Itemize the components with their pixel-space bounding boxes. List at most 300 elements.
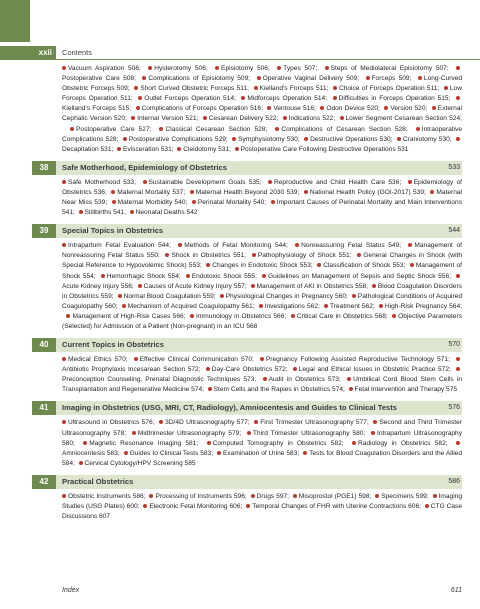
topic-entry[interactable] bbox=[134, 85, 253, 92]
chapter-number: 39 bbox=[32, 224, 56, 238]
topic-text: First Trimester Ultrasonography 577; bbox=[260, 419, 369, 427]
bullet-icon bbox=[397, 137, 401, 141]
bullet-icon bbox=[70, 127, 74, 131]
bullet-icon bbox=[254, 420, 258, 424]
topic-entry[interactable] bbox=[143, 503, 246, 510]
bullet-icon bbox=[186, 274, 190, 278]
topic-text: Specimens 599; bbox=[381, 492, 429, 500]
bullet-icon bbox=[257, 76, 261, 80]
topic-text: Management of High-Risk Cases 566; bbox=[72, 312, 186, 320]
topic-text: Maternal Mortality 537; bbox=[117, 188, 186, 196]
bullet-icon bbox=[352, 441, 356, 445]
topic-text: Operative Vaginal Delivery 509; bbox=[262, 75, 360, 83]
chapter-topics bbox=[62, 492, 462, 522]
topic-entry[interactable] bbox=[83, 440, 206, 447]
bullet-icon bbox=[456, 96, 460, 100]
topic-text: Temporal Changes of FHR with Uterine Contractions 606; bbox=[252, 503, 421, 510]
topic-text: Postoperative Complications 529; bbox=[128, 135, 228, 143]
topic-text: Blood Coagulation Disorders in Obstetrics 559; bbox=[62, 282, 462, 300]
topic-entry[interactable] bbox=[291, 313, 392, 320]
chapter-41 bbox=[39, 401, 462, 468]
chapter-topics bbox=[62, 418, 462, 468]
bullet-icon bbox=[112, 200, 116, 204]
topic-text: Amniocentesis 583; bbox=[62, 449, 120, 457]
bullet-icon bbox=[267, 106, 271, 110]
bullet-icon bbox=[333, 86, 337, 90]
topic-text: Cleidotomy 531; bbox=[183, 145, 231, 153]
topic-text: Preconception Counseling, Prenatal Diagnostic Techniques 573; bbox=[62, 376, 257, 384]
topic-text: Lower Segment Cesarean Section 524; bbox=[345, 115, 462, 123]
topic-text: Steps of Mediolateral Episiotomy 507; bbox=[330, 65, 449, 72]
topic-entry[interactable] bbox=[208, 386, 349, 393]
topic-text: Imaging Studies (USG Plates) 600; bbox=[62, 492, 463, 510]
bullet-icon bbox=[291, 314, 295, 318]
topic-text: CTG Case Discussions 607 bbox=[62, 503, 463, 521]
topic-entry[interactable] bbox=[207, 440, 352, 447]
bullet-icon bbox=[143, 180, 147, 184]
topic-entry[interactable] bbox=[177, 146, 234, 153]
topic-entry[interactable] bbox=[178, 242, 295, 249]
bullet-icon bbox=[192, 200, 196, 204]
topic-text: Pathological Conditions of Acquired Coagulopathy 560; bbox=[62, 292, 462, 310]
topic-entry[interactable] bbox=[293, 366, 456, 373]
bullet-icon bbox=[456, 367, 460, 371]
bullet-icon bbox=[456, 441, 460, 445]
topic-entry[interactable] bbox=[134, 356, 260, 363]
bullet-icon bbox=[101, 274, 105, 278]
topic-text: Midforceps Operation 514; bbox=[247, 95, 328, 103]
chapter-title: Special Topics in Obstetrics bbox=[62, 226, 164, 236]
chapter-page-number: 570 bbox=[448, 341, 460, 349]
bullet-icon bbox=[83, 441, 87, 445]
topic-text: Complications of Forceps Operation 516; bbox=[141, 105, 263, 113]
bullet-icon bbox=[178, 243, 182, 247]
chapter-title: Safe Motherhood, Epidemiology of Obstetrics bbox=[62, 162, 227, 172]
bullet-icon bbox=[149, 494, 153, 498]
topic-entry[interactable] bbox=[159, 126, 275, 133]
bullet-icon bbox=[62, 494, 66, 498]
topic-entry[interactable] bbox=[70, 126, 159, 133]
bullet-icon bbox=[142, 76, 146, 80]
bullet-icon bbox=[203, 116, 207, 120]
topic-text: Computed Tomography in Obstetrics 582; bbox=[212, 439, 344, 447]
topic-text: Short Curved Obstetric Forceps 511; bbox=[140, 85, 249, 93]
topic-entry[interactable] bbox=[251, 283, 372, 290]
topic-text: Umbilical Cord Blood Stem Cells in Transplantation and Regenerative Medicine 574; bbox=[62, 376, 463, 394]
chapter-38 bbox=[39, 161, 463, 218]
bullet-icon bbox=[295, 243, 299, 247]
chapter-list bbox=[39, 161, 463, 522]
topic-text: Stem Cells and the Rapies in Obstetrics 574; bbox=[213, 386, 345, 394]
bullet-icon bbox=[208, 387, 212, 391]
topic-entry[interactable] bbox=[268, 179, 408, 186]
bullet-icon bbox=[340, 116, 344, 120]
bullet-icon bbox=[159, 127, 163, 131]
topic-entry[interactable] bbox=[190, 313, 291, 320]
bullet-icon bbox=[177, 147, 181, 151]
chapter-number: 38 bbox=[32, 161, 56, 175]
side-color-tab bbox=[0, 0, 30, 42]
topic-entry[interactable] bbox=[138, 283, 251, 290]
topic-entry[interactable] bbox=[254, 85, 333, 92]
page-header bbox=[0, 46, 480, 60]
topic-text: Immunology in Obstetrics 566; bbox=[195, 312, 287, 320]
bullet-icon bbox=[134, 86, 138, 90]
topic-entry[interactable] bbox=[397, 136, 456, 143]
topic-entry[interactable] bbox=[304, 136, 397, 143]
topic-text: Postoperative Care Following Destructive Operations 531 bbox=[240, 145, 409, 153]
topic-entry[interactable] bbox=[232, 136, 304, 143]
topic-entry[interactable] bbox=[384, 105, 431, 112]
topic-text: Important Causes of Perinatal Mortality and Main Interventions 541; bbox=[62, 199, 462, 217]
bullet-icon bbox=[232, 137, 236, 141]
chapter-topics bbox=[62, 178, 462, 218]
bullet-icon bbox=[379, 304, 383, 308]
topic-text: External Cephalic Version 520; bbox=[62, 105, 462, 123]
topic-entry[interactable] bbox=[267, 105, 320, 112]
topic-entry[interactable] bbox=[325, 65, 456, 72]
bullet-icon bbox=[418, 76, 422, 80]
chapter-40 bbox=[39, 338, 463, 395]
topic-text: Evisceration 531; bbox=[123, 145, 174, 153]
topic-entry[interactable] bbox=[112, 199, 192, 206]
topic-entry[interactable] bbox=[165, 252, 251, 259]
topic-text: Changes in Endotoxic Shock 553; bbox=[212, 262, 313, 270]
topic-text: Postoperative Care 527; bbox=[76, 125, 152, 133]
topic-entry[interactable] bbox=[62, 242, 178, 249]
topic-entry[interactable] bbox=[283, 115, 340, 122]
topic-entry[interactable] bbox=[186, 273, 262, 280]
chapter-heading[interactable] bbox=[32, 224, 462, 238]
topic-text: Complications of Episiotomy 509; bbox=[148, 75, 251, 83]
topic-text: Vacuum Aspiration 506; bbox=[68, 65, 141, 72]
topic-entry[interactable] bbox=[352, 440, 456, 447]
topic-text: Odon Device 520; bbox=[326, 105, 380, 113]
bullet-icon bbox=[260, 357, 264, 361]
topic-entry[interactable] bbox=[206, 366, 293, 373]
topic-text: Decapitation 531; bbox=[62, 145, 114, 153]
topic-text: Tests for Blood Coagulation Disorders and the Allied 584; bbox=[62, 449, 462, 467]
bullet-icon bbox=[357, 253, 361, 257]
topic-text: Destructive Operations 530; bbox=[310, 135, 393, 143]
topic-text: Intraoperative Complications 528; bbox=[62, 125, 462, 143]
bullet-icon bbox=[122, 304, 126, 308]
topic-text: Neonatal Deaths 542 bbox=[135, 209, 198, 217]
topic-entry[interactable] bbox=[262, 273, 456, 280]
bullet-icon bbox=[375, 494, 379, 498]
topic-text: Types 507; bbox=[283, 65, 318, 72]
topic-entry[interactable] bbox=[333, 95, 456, 102]
topic-text: Perinatal Mortality 540; bbox=[197, 199, 267, 207]
topic-text: Ventouse 516; bbox=[273, 105, 316, 113]
topic-entry[interactable] bbox=[241, 95, 332, 102]
bullet-icon bbox=[349, 387, 353, 391]
topic-entry[interactable] bbox=[79, 209, 130, 216]
topic-text: Intrapartum Ultrasonography 580; bbox=[62, 429, 462, 447]
bullet-icon bbox=[410, 263, 414, 267]
topic-text: Internal Version 521; bbox=[137, 115, 199, 123]
topic-entry[interactable] bbox=[62, 419, 159, 426]
chapter-topics bbox=[62, 241, 462, 332]
topic-entry[interactable] bbox=[79, 460, 200, 467]
bullet-icon bbox=[62, 180, 66, 184]
topic-text: Radiology in Obstetrics 582; bbox=[358, 439, 448, 447]
bullet-icon bbox=[148, 66, 152, 70]
bullet-icon bbox=[132, 431, 136, 435]
topic-text: Classical Cesarean Section 528; bbox=[165, 125, 268, 133]
bullet-icon bbox=[456, 357, 460, 361]
topic-text: Mechanism of Acquired Coagulopathy 561; bbox=[127, 302, 255, 310]
chapter-heading[interactable] bbox=[32, 475, 462, 489]
topic-entry[interactable] bbox=[333, 85, 444, 92]
chapter-39 bbox=[39, 224, 463, 332]
bullet-icon bbox=[134, 357, 138, 361]
topic-entry[interactable] bbox=[124, 450, 217, 457]
bullet-icon bbox=[416, 127, 420, 131]
topic-entry[interactable] bbox=[349, 386, 461, 393]
topic-entry[interactable] bbox=[149, 493, 250, 500]
topic-text: Pathophysiology of Shock 551; bbox=[257, 252, 352, 260]
bullet-icon bbox=[444, 86, 448, 90]
topic-entry[interactable] bbox=[136, 105, 268, 112]
topic-text: Medical Ethics 570; bbox=[68, 356, 128, 364]
bullet-icon bbox=[408, 180, 412, 184]
bullet-icon bbox=[124, 451, 128, 455]
topic-entry[interactable] bbox=[246, 503, 425, 510]
topic-text: Maternal Health Beyond 2030 539; bbox=[195, 188, 300, 196]
bullet-icon bbox=[304, 137, 308, 141]
bullet-icon bbox=[268, 180, 272, 184]
topic-entry[interactable] bbox=[118, 293, 220, 300]
topic-entry[interactable] bbox=[143, 179, 269, 186]
topic-text: Obstetric Instruments 586; bbox=[68, 492, 146, 500]
bullet-icon bbox=[433, 494, 437, 498]
topic-entry[interactable] bbox=[148, 65, 215, 72]
topic-entry[interactable] bbox=[62, 356, 134, 363]
header-rule bbox=[56, 59, 480, 60]
topic-text: Normal Blood Coagulation 559; bbox=[123, 292, 216, 300]
topic-text: Epidemiology of Obstetrics 536; bbox=[62, 178, 462, 196]
topic-entry[interactable] bbox=[111, 189, 189, 196]
topic-entry[interactable] bbox=[122, 303, 259, 310]
bullet-icon bbox=[259, 304, 263, 308]
topic-text: Maternal Near Miss 539; bbox=[62, 188, 463, 207]
bullet-icon bbox=[235, 147, 239, 151]
topic-text: Postoperative Care 508; bbox=[62, 75, 136, 83]
bullet-icon bbox=[320, 106, 324, 110]
topic-text: Stillbirths 541; bbox=[84, 209, 126, 217]
topic-text: Cervical Cytology/HPV Screening 585 bbox=[84, 459, 196, 467]
topic-entry[interactable] bbox=[277, 65, 324, 72]
bullet-icon bbox=[275, 127, 279, 131]
topic-text: Reproductive and Child Health Care 536; bbox=[274, 178, 402, 186]
bullet-icon bbox=[352, 294, 356, 298]
chapter-heading[interactable] bbox=[32, 161, 462, 175]
topic-text: Indications 522; bbox=[288, 115, 336, 123]
topic-entry[interactable] bbox=[259, 303, 324, 310]
bullet-icon bbox=[262, 274, 266, 278]
topic-text: Sustainable Development Goals 535; bbox=[148, 178, 262, 186]
topic-text: Antibiotic Prophylaxis Incesarean Section 572; bbox=[62, 366, 201, 374]
bullet-icon bbox=[138, 284, 142, 288]
topic-entry[interactable] bbox=[257, 75, 366, 82]
topic-text: Management of Shock 554; bbox=[62, 262, 463, 280]
topic-entry[interactable] bbox=[101, 273, 186, 280]
bullet-icon bbox=[325, 66, 329, 70]
bullet-icon bbox=[215, 66, 219, 70]
topic-text: High-Risk Pregnancy 564; bbox=[384, 302, 462, 310]
topic-entry[interactable] bbox=[317, 262, 410, 269]
topic-entry[interactable] bbox=[247, 430, 371, 437]
topic-text: 3D/4D Ultrasonography 577; bbox=[165, 419, 250, 427]
bullet-icon bbox=[372, 284, 376, 288]
topic-text: Investigations 562; bbox=[264, 302, 320, 310]
bullet-icon bbox=[317, 263, 321, 267]
topic-text: Long-Curved Obstetric Forceps 509; bbox=[62, 75, 463, 93]
chapter-heading[interactable] bbox=[32, 338, 462, 352]
bullet-icon bbox=[79, 210, 83, 214]
topic-entry[interactable] bbox=[203, 115, 283, 122]
bullet-icon bbox=[62, 243, 66, 247]
bullet-icon bbox=[408, 243, 412, 247]
bullet-icon bbox=[271, 200, 275, 204]
topic-entry[interactable] bbox=[132, 430, 247, 437]
topic-entry[interactable] bbox=[62, 65, 148, 72]
bullet-icon bbox=[373, 420, 377, 424]
topic-entry[interactable] bbox=[159, 419, 254, 426]
topic-text: Acute Kidney Injury 556; bbox=[62, 282, 134, 290]
topic-text: Pregnancy Following Assisted Reproductive Technology 571; bbox=[265, 356, 450, 364]
topic-text: National Health Policy (GOI-2017) 539; bbox=[309, 188, 426, 196]
topic-entry[interactable] bbox=[320, 105, 384, 112]
bullet-icon bbox=[333, 96, 337, 100]
topic-text: Objective Parameters (Selected) for Admission of a Patient (Non-pregnant) in an ICU 568 bbox=[62, 312, 462, 330]
chapter-title: Current Topics in Obstetrics bbox=[62, 340, 164, 350]
bullet-icon bbox=[303, 451, 307, 455]
topic-entry[interactable] bbox=[220, 293, 352, 300]
topic-entry[interactable] bbox=[217, 450, 303, 457]
chapter-heading[interactable] bbox=[32, 401, 462, 415]
chapter-42 bbox=[39, 475, 463, 522]
topic-text: Maternal Morbidity 540; bbox=[117, 199, 188, 207]
bullet-icon bbox=[117, 147, 121, 151]
topic-entry[interactable] bbox=[215, 65, 277, 72]
topic-entry[interactable] bbox=[263, 376, 348, 383]
topic-entry[interactable] bbox=[117, 146, 177, 153]
topic-text: Episiotomy 506; bbox=[221, 65, 270, 72]
topic-text: Legal and Ethical Issues in Obstetric Practice 572; bbox=[298, 366, 451, 374]
bullet-icon bbox=[123, 137, 127, 141]
topic-entry[interactable] bbox=[260, 356, 456, 363]
index-entry[interactable] bbox=[62, 587, 462, 594]
topic-text: Complications of Cesarean Section 528; bbox=[281, 125, 408, 133]
bullet-icon bbox=[62, 420, 66, 424]
topic-text: Processing of Instruments 596; bbox=[155, 492, 247, 500]
topic-entry[interactable] bbox=[375, 493, 432, 500]
bullet-icon bbox=[252, 253, 256, 257]
topic-entry[interactable] bbox=[138, 95, 241, 102]
topic-text: Safe Motherhood 533; bbox=[68, 178, 137, 186]
topic-entry[interactable] bbox=[66, 313, 189, 320]
bullet-icon bbox=[277, 66, 281, 70]
topic-text: Cesarean Delivery 522; bbox=[208, 115, 279, 123]
topic-entry[interactable] bbox=[295, 242, 408, 249]
bullet-icon bbox=[371, 431, 375, 435]
topic-entry[interactable] bbox=[304, 189, 431, 196]
topic-entry[interactable] bbox=[254, 419, 373, 426]
bullet-icon bbox=[432, 106, 436, 110]
bullet-icon bbox=[392, 314, 396, 318]
topic-text: Guidelines on Management of Sepsis and Septic Shock 556; bbox=[268, 272, 451, 280]
bullet-icon bbox=[111, 190, 115, 194]
topic-entry[interactable] bbox=[142, 75, 256, 82]
topic-entry[interactable] bbox=[206, 262, 317, 269]
topic-text: Symphysiotomy 530; bbox=[238, 135, 300, 143]
bullet-icon bbox=[425, 504, 429, 508]
bullet-icon bbox=[79, 461, 83, 465]
topic-text: Effective Clinical Communication 570; bbox=[139, 356, 254, 364]
index-page: 611 bbox=[450, 587, 462, 594]
topic-entry[interactable] bbox=[324, 303, 379, 310]
chapter-number: 41 bbox=[32, 401, 56, 415]
topic-entry[interactable] bbox=[192, 199, 271, 206]
bullet-icon bbox=[143, 504, 147, 508]
topic-text: Causes of Acute Kidney Injury 557; bbox=[143, 282, 247, 290]
bullet-icon bbox=[384, 106, 388, 110]
topic-text: Forceps 509; bbox=[371, 75, 412, 83]
bullet-icon bbox=[430, 190, 434, 194]
bullet-icon bbox=[263, 377, 267, 381]
topic-entry[interactable] bbox=[190, 189, 304, 196]
running-title: Contents bbox=[62, 48, 93, 57]
topic-entry[interactable] bbox=[251, 493, 293, 500]
bullet-icon bbox=[247, 431, 251, 435]
topic-entry[interactable] bbox=[252, 252, 357, 259]
topic-entry[interactable] bbox=[235, 146, 413, 153]
topic-entry[interactable] bbox=[131, 115, 203, 122]
bullet-icon bbox=[159, 420, 163, 424]
index-label: Index bbox=[62, 587, 80, 594]
topic-entry[interactable] bbox=[130, 209, 202, 216]
bullet-icon bbox=[456, 137, 460, 141]
topic-text: Magnetic Resonance Imaging 581; bbox=[89, 439, 199, 447]
chapter-title: Practical Obstetrics bbox=[62, 476, 134, 486]
bullet-icon bbox=[241, 96, 245, 100]
topic-text: Shock in Obstetrics 551; bbox=[171, 252, 247, 260]
topic-entry[interactable] bbox=[62, 493, 149, 500]
bullet-icon bbox=[190, 190, 194, 194]
topic-entry[interactable] bbox=[275, 126, 415, 133]
bullet-icon bbox=[254, 86, 258, 90]
topic-entry[interactable] bbox=[366, 75, 418, 82]
contents-body bbox=[39, 64, 463, 522]
topic-text: Classification of Shock 553; bbox=[323, 262, 406, 270]
bullet-icon bbox=[206, 367, 210, 371]
topic-entry[interactable] bbox=[293, 493, 375, 500]
bullet-icon bbox=[130, 210, 134, 214]
topic-text: Intrapartum Fetal Evaluation 544; bbox=[68, 242, 171, 250]
topic-text: Management of AKI in Obstetrics 558; bbox=[256, 282, 369, 290]
bullet-icon bbox=[207, 441, 211, 445]
chapter-37-topics-continued bbox=[62, 64, 462, 155]
topic-text: Misoprostol (PGE1) 598; bbox=[298, 492, 372, 500]
bullet-icon bbox=[293, 367, 297, 371]
bullet-icon bbox=[324, 304, 328, 308]
bullet-icon bbox=[251, 494, 255, 498]
topic-entry[interactable] bbox=[123, 136, 232, 143]
bullet-icon bbox=[347, 377, 351, 381]
topic-entry[interactable] bbox=[62, 179, 143, 186]
